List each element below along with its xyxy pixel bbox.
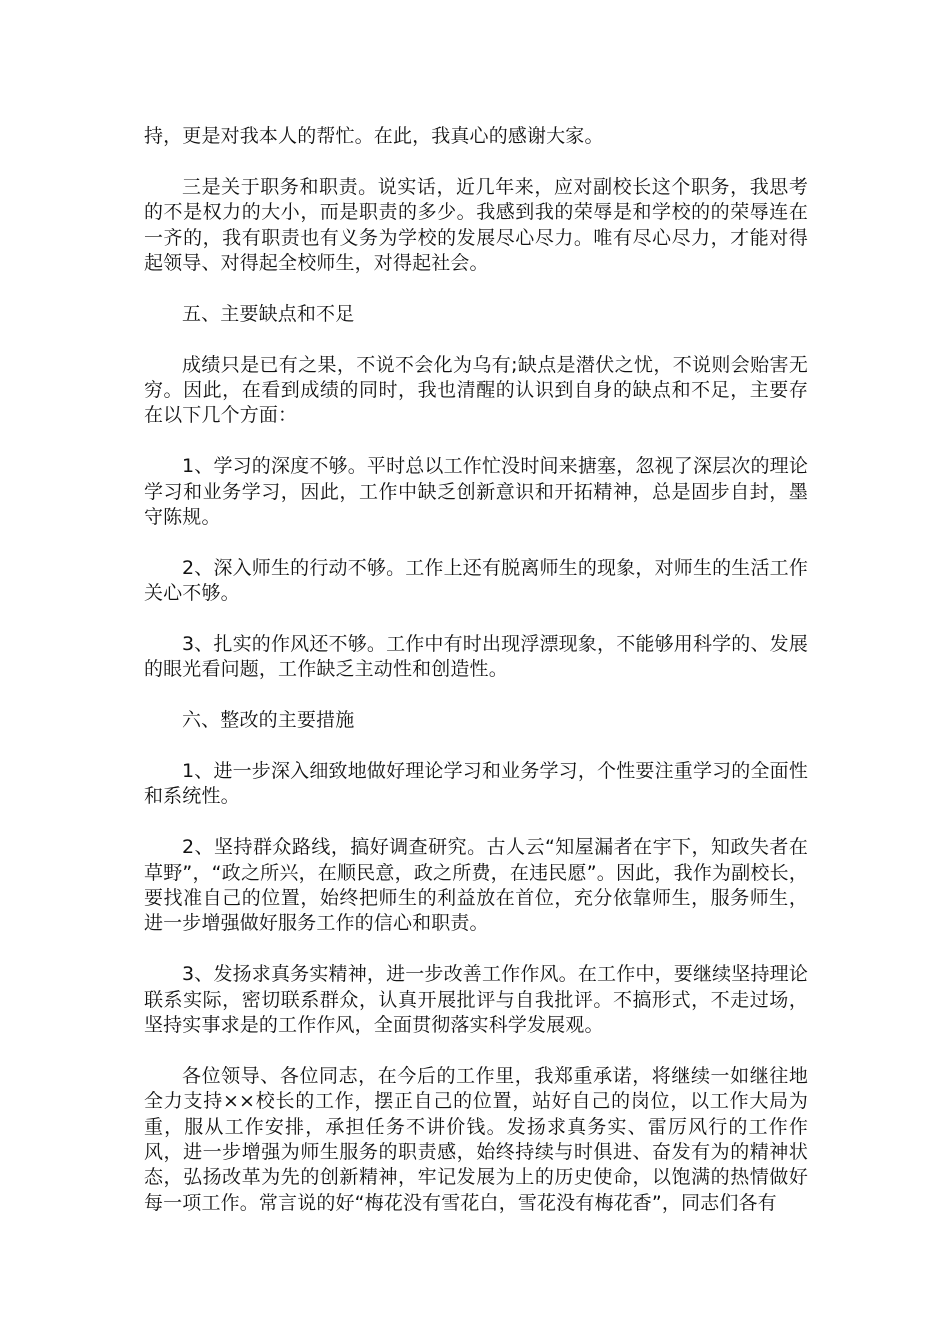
- paragraph-shortcomings-intro: 成绩只是已有之果，不说不会化为乌有;缺点是潜伏之忧，不说则会贻害无穷。因此，在看到成绩的同时，我也清醒的认识到自身的缺点和不足，主要存在以下几个方面：: [144, 353, 808, 427]
- paragraph-continuation: 持，更是对我本人的帮忙。在此，我真心的感谢大家。: [144, 125, 604, 147]
- list-item-shortcoming-2: 2、深入师生的行动不够。工作上还有脱离师生的现象，对师生的生活工作关心不够。: [144, 556, 808, 605]
- section-heading-shortcomings: 五、主要缺点和不足: [182, 302, 355, 325]
- document-page: [144, 124, 808, 1242]
- list-item-shortcoming-3: 3、扎实的作风还不够。工作中有时出现浮漂现象，不能够用科学的、发展的眼光看问题，工作缺乏主动性和创造性。: [144, 633, 808, 681]
- paragraph-duty: 三是关于职务和职责。说实话，近几年来，应对副校长这个职务，我思考的不是权力的大小，而是职责的多少。我感到我的荣辱是和学校的的荣辱连在一齐的，我有职责也有义务为学校的发展尽心尽力。唯有尽心尽力，才能对得起领导、对得起全校师生，对得起社会。: [144, 175, 808, 275]
- list-item-shortcoming-1: 1、学习的深度不够。平时总以工作忙没时间来搪塞，忽视了深层次的理论学习和业务学习，因此，工作中缺乏创新意识和开拓精神，总是固步自封，墨守陈规。: [144, 455, 808, 529]
- list-item-measure-1: 1、进一步深入细致地做好理论学习和业务学习，个性要注重学习的全面性和系统性。: [144, 760, 808, 808]
- paragraph-closing: 各位领导、各位同志，在今后的工作里，我郑重承诺，将继续一如继往地全力支持××校长的工作，摆正自己的位置，站好自己的岗位，以工作大局为重，服从工作安排，承担任务不讲价钱。发扬求真务实、雷厉风行的工作作风，进一步增强为师生服务的职责感，始终持续与时俱进、奋发有为的精神状态，弘扬改革为先的创新精神，牢记发展为上的历史使命，以饱满的热情做好每一项工作。常言说的好“梅花没有雪花白，雪花没有梅花香”，同志们各有: [144, 1064, 808, 1214]
- list-item-measure-2: 2、坚持群众路线，搞好调查研究。古人云“知屋漏者在宇下，知政失者在草野”，“政之所兴，在顺民意，政之所费，在违民愿”。因此，我作为副校长，要找准自己的位置，始终把师生的利益放在首位，充分依靠师生，服务师生，进一步增强做好服务工作的信心和职责。: [144, 836, 808, 935]
- list-item-measure-3: 3、发扬求真务实精神，进一步改善工作作风。在工作中，要继续坚持理论联系实际，密切联系群众，认真开展批评与自我批评。不搞形式，不走过场，坚持实事求是的工作作风，全面贯彻落实科学发展观。: [144, 963, 808, 1037]
- section-heading-measures: 六、整改的主要措施: [182, 709, 355, 732]
